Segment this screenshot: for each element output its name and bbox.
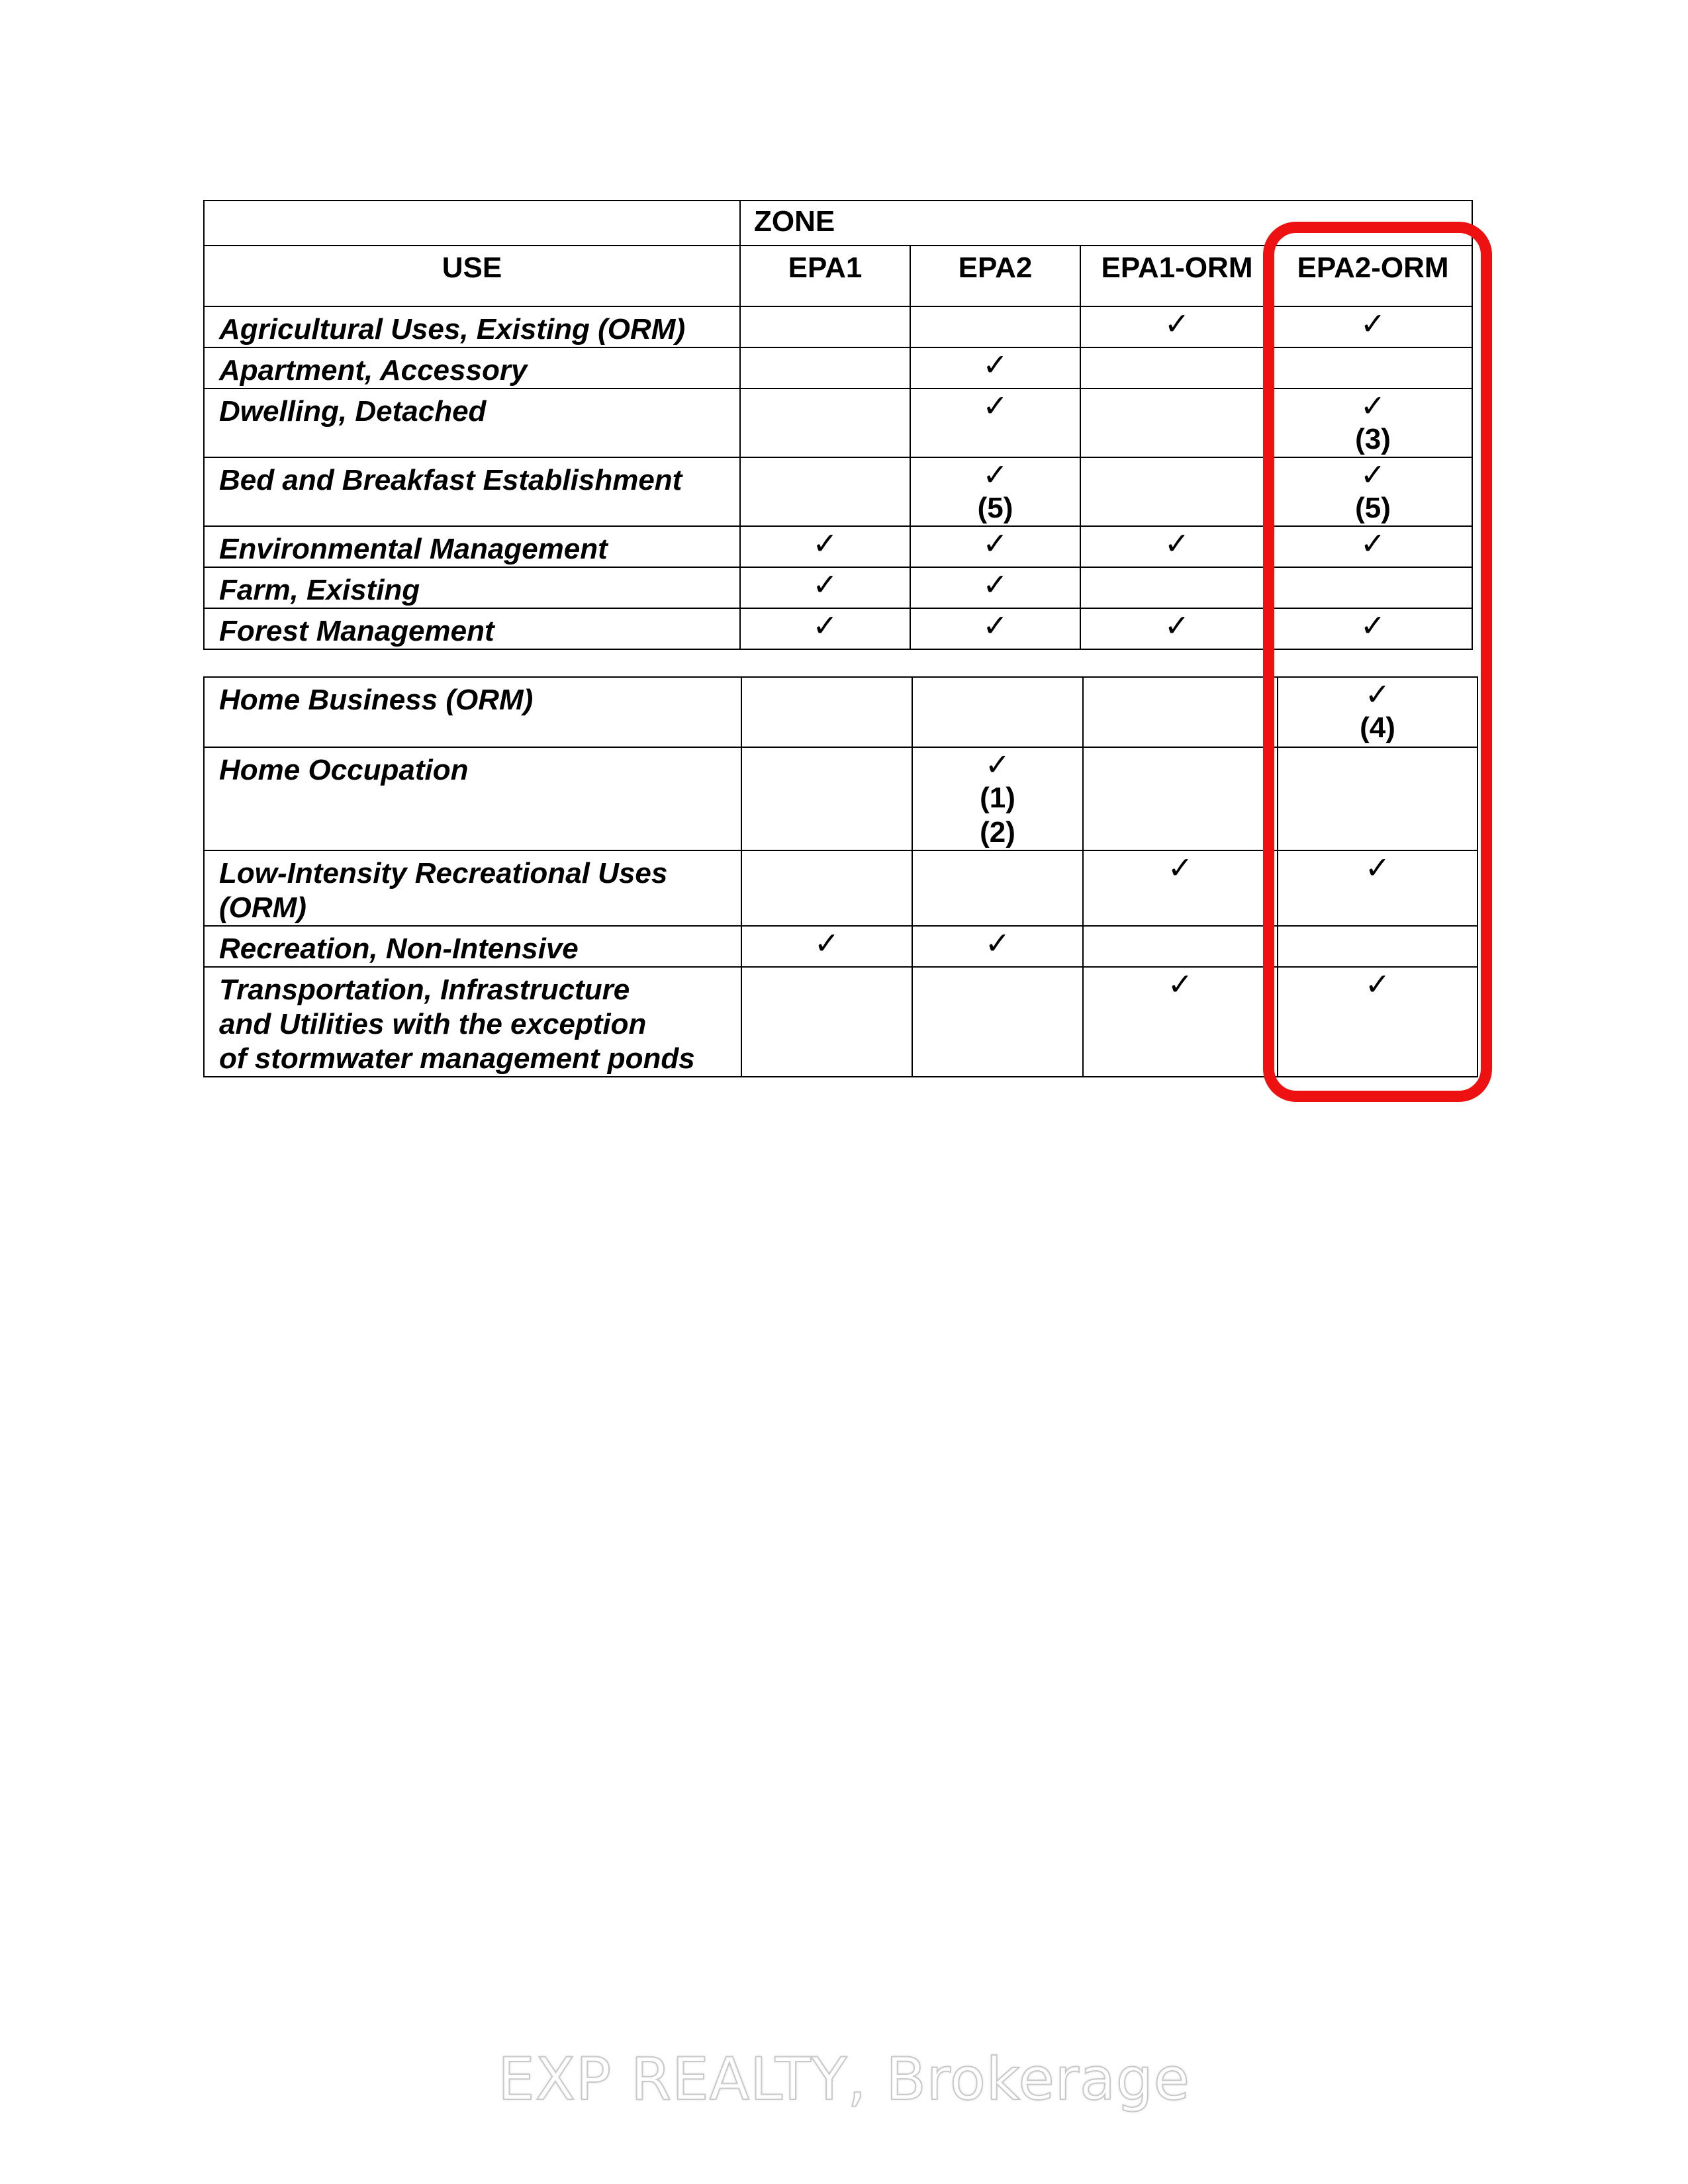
check-icon: ✓ — [1360, 306, 1386, 341]
use-cell — [204, 608, 740, 649]
use-cell — [204, 747, 741, 850]
use-cell — [204, 850, 741, 926]
table-row — [204, 967, 1477, 1077]
permission-cell-epa2-orm — [1278, 967, 1477, 1077]
use-label: Apartment, Accessory — [219, 354, 528, 387]
use-cell — [204, 526, 740, 567]
check-icon: ✓ — [1360, 457, 1386, 492]
zoning-table-part-1 — [203, 200, 1473, 650]
footnote-ref: (5) — [977, 492, 1013, 524]
permission-cell-epa2-orm — [1278, 926, 1477, 967]
permission-cell-epa1 — [741, 967, 912, 1077]
use-label: Dwelling, Detached — [219, 395, 487, 428]
check-icon: ✓ — [1167, 967, 1194, 1001]
check-icon: ✓ — [982, 526, 1008, 561]
permission-cell-epa2 — [910, 457, 1080, 526]
check-icon: ✓ — [1164, 526, 1190, 561]
footnote-ref: (5) — [1355, 492, 1391, 524]
permission-cell-epa1 — [740, 608, 910, 649]
column-header-epa2: EPA2 — [910, 246, 1080, 306]
check-icon: ✓ — [1360, 388, 1386, 423]
use-label: Bed and Breakfast Establishment — [219, 464, 682, 496]
table-row — [204, 347, 1472, 388]
permission-cell-epa1 — [740, 388, 910, 457]
table-row — [204, 608, 1472, 649]
use-header-cell — [204, 246, 740, 306]
check-icon: ✓ — [982, 347, 1008, 382]
footnote-ref: (3) — [1355, 423, 1391, 455]
permission-cell-epa2-orm — [1274, 388, 1472, 457]
use-label: Forest Management — [219, 615, 494, 647]
table-row — [204, 388, 1472, 457]
use-cell — [204, 567, 740, 608]
permission-cell-epa1-orm — [1083, 967, 1278, 1077]
check-icon: ✓ — [814, 926, 840, 960]
footnote-ref: (4) — [1360, 711, 1395, 744]
permission-cell-epa1-orm — [1083, 747, 1278, 850]
permission-cell-epa2 — [912, 967, 1083, 1077]
check-icon: ✓ — [1360, 526, 1386, 561]
check-icon: ✓ — [1364, 850, 1391, 885]
permission-cell-epa1 — [740, 347, 910, 388]
use-cell — [204, 388, 740, 457]
permission-cell-epa2-orm — [1278, 747, 1477, 850]
table-row — [204, 306, 1472, 347]
use-label: Environmental Management — [219, 533, 608, 565]
permission-cell-epa2 — [910, 388, 1080, 457]
permission-cell-epa1 — [740, 306, 910, 347]
permission-cell-epa1 — [741, 850, 912, 926]
check-icon: ✓ — [982, 608, 1008, 643]
use-label: Recreation, Non-Intensive — [219, 933, 579, 965]
zoning-table-part-2 — [203, 676, 1478, 1077]
permission-cell-epa2-orm — [1274, 347, 1472, 388]
use-cell — [204, 457, 740, 526]
permission-cell-epa2 — [910, 526, 1080, 567]
check-icon: ✓ — [1364, 967, 1391, 1001]
permission-cell-epa1-orm — [1080, 567, 1274, 608]
zone-label: ZONE — [754, 205, 835, 238]
permission-cell-epa1 — [740, 457, 910, 526]
permission-cell-epa1 — [741, 926, 912, 967]
blank-corner-cell — [204, 201, 740, 246]
permission-cell-epa2-orm — [1274, 457, 1472, 526]
permission-cell-epa2-orm — [1274, 567, 1472, 608]
permission-cell-epa2 — [910, 347, 1080, 388]
use-label: Home Occupation — [219, 754, 469, 786]
permission-cell-epa1-orm — [1080, 388, 1274, 457]
permission-cell-epa2 — [912, 747, 1083, 850]
footnote-ref: (1) — [980, 782, 1015, 814]
use-cell — [204, 967, 741, 1077]
permission-cell-epa1-orm — [1080, 526, 1274, 567]
check-icon: ✓ — [982, 457, 1008, 492]
check-icon: ✓ — [984, 747, 1011, 782]
permission-cell-epa1 — [740, 567, 910, 608]
use-label: Home Business (ORM) — [219, 684, 534, 716]
permission-cell-epa1-orm — [1080, 457, 1274, 526]
use-label: Low-Intensity Recreational Uses (ORM) — [219, 857, 668, 924]
table-row — [204, 457, 1472, 526]
check-icon: ✓ — [1164, 608, 1190, 643]
table-row — [204, 526, 1472, 567]
use-label: Transportation, Infrastructure and Utilities with the exception of stormwater management ponds — [219, 974, 695, 1075]
permission-cell-epa2-orm — [1278, 850, 1477, 926]
use-label: Agricultural Uses, Existing (ORM) — [219, 313, 686, 345]
column-header-epa1-orm: EPA1-ORM — [1080, 246, 1274, 306]
permission-cell-epa1 — [740, 526, 910, 567]
table-row — [204, 747, 1477, 850]
permission-cell-epa1 — [741, 677, 912, 747]
table-row — [204, 677, 1477, 747]
check-icon: ✓ — [812, 608, 838, 643]
permission-cell-epa1-orm — [1080, 608, 1274, 649]
permission-cell-epa2 — [910, 608, 1080, 649]
check-icon: ✓ — [1164, 306, 1190, 341]
permission-cell-epa2-orm — [1278, 677, 1477, 747]
permission-cell-epa1-orm — [1083, 850, 1278, 926]
permission-cell-epa2 — [912, 926, 1083, 967]
permission-cell-epa1-orm — [1080, 347, 1274, 388]
permission-cell-epa2 — [910, 306, 1080, 347]
check-icon: ✓ — [984, 926, 1011, 960]
permission-cell-epa2-orm — [1274, 306, 1472, 347]
permission-cell-epa2 — [912, 677, 1083, 747]
check-icon: ✓ — [812, 526, 838, 561]
column-header-epa2-orm: EPA2-ORM — [1274, 246, 1472, 306]
table-row — [204, 926, 1477, 967]
table-row — [204, 850, 1477, 926]
permission-cell-epa2-orm — [1274, 526, 1472, 567]
permission-cell-epa1 — [741, 747, 912, 850]
check-icon: ✓ — [982, 388, 1008, 423]
use-cell — [204, 677, 741, 747]
permission-cell-epa1-orm — [1083, 677, 1278, 747]
check-icon: ✓ — [982, 567, 1008, 602]
footnote-ref: (2) — [980, 816, 1015, 848]
use-cell — [204, 306, 740, 347]
check-icon: ✓ — [1364, 677, 1391, 711]
zone-header-cell — [740, 201, 1472, 246]
use-label: Farm, Existing — [219, 574, 420, 606]
use-cell — [204, 926, 741, 967]
watermark: EXP REALTY, Brokerage — [498, 2045, 1190, 2113]
permission-cell-epa2 — [910, 567, 1080, 608]
permission-cell-epa2-orm — [1274, 608, 1472, 649]
permission-cell-epa2 — [912, 850, 1083, 926]
check-icon: ✓ — [1167, 850, 1194, 885]
table-row — [204, 567, 1472, 608]
use-header: USE — [442, 251, 502, 284]
check-icon: ✓ — [812, 567, 838, 602]
column-header-epa1: EPA1 — [740, 246, 910, 306]
check-icon: ✓ — [1360, 608, 1386, 643]
use-cell — [204, 347, 740, 388]
permission-cell-epa1-orm — [1083, 926, 1278, 967]
permission-cell-epa1-orm — [1080, 306, 1274, 347]
